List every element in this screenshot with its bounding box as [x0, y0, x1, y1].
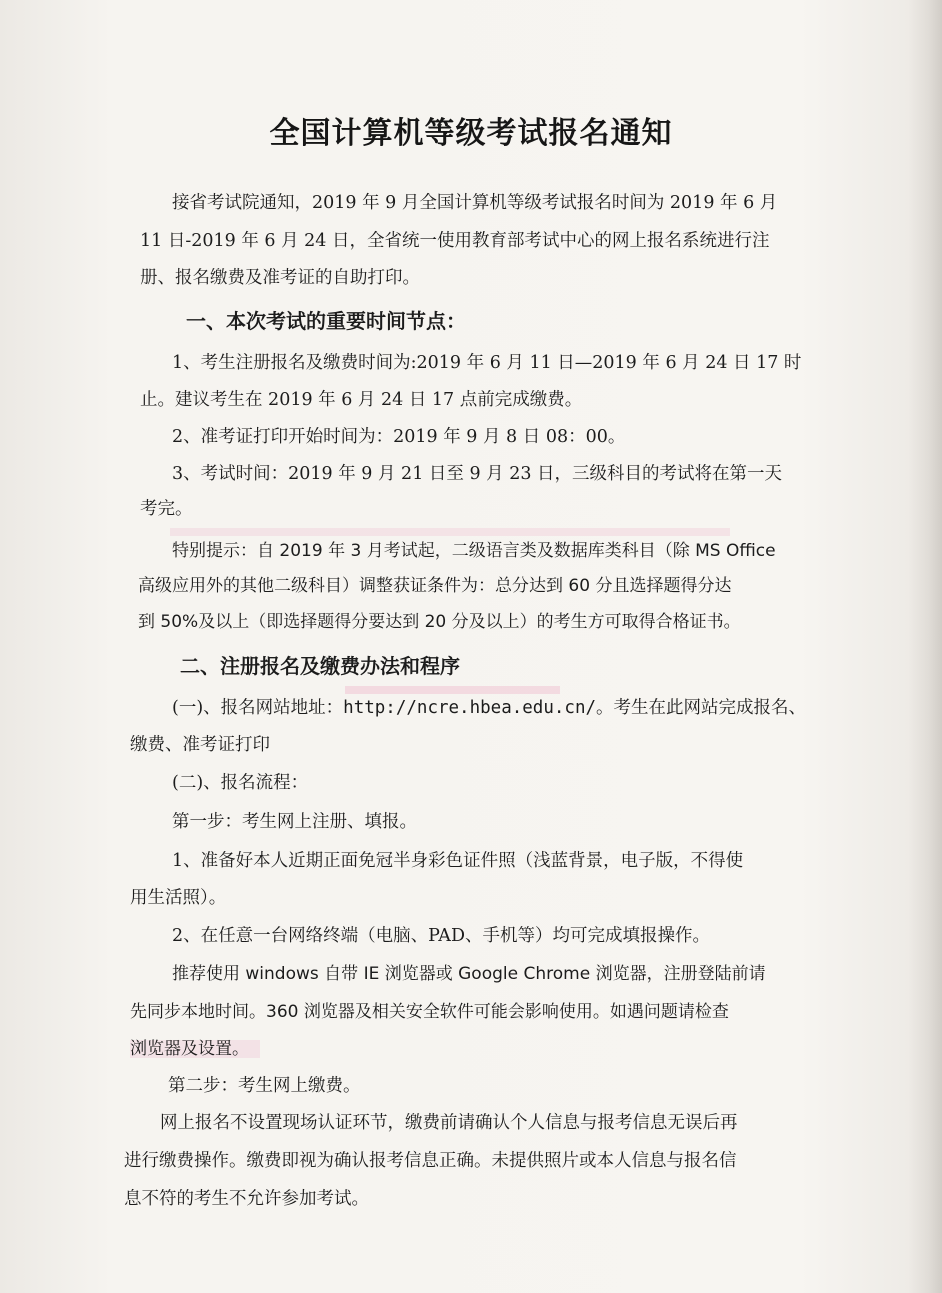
- step2-text-line2: 进行缴费操作。缴费即视为确认报考信息正确。未提供照片或本人信息与报名信: [124, 1151, 737, 1171]
- special-notice-line2: 高级应用外的其他二级科目）调整获证条件为：总分达到 60 分且选择题得分达: [138, 576, 732, 596]
- step1-heading: 第一步：考生网上注册、填报。: [172, 812, 417, 832]
- step2-heading: 第二步：考生网上缴费。: [168, 1076, 361, 1096]
- website-url: http://ncre.hbea.edu.cn/: [343, 698, 597, 718]
- browser-tip-line3: 浏览器及设置。: [130, 1039, 249, 1059]
- website-line-2: 缴费、准考证打印: [130, 735, 270, 755]
- section2-heading: 二、注册报名及缴费办法和程序: [180, 654, 460, 678]
- step1-item1-line1: 1、准备好本人近期正面免冠半身彩色证件照（浅蓝背景，电子版，不得使: [172, 851, 744, 871]
- intro-line-3: 册、报名缴费及准考证的自助打印。: [140, 268, 420, 288]
- special-notice-line1: 特别提示：自 2019 年 3 月考试起，二级语言类及数据库类科目（除 MS Office: [172, 541, 776, 561]
- section1-item1-line2: 止。建议考生在 2019 年 6 月 24 日 17 点前完成缴费。: [140, 390, 583, 410]
- website-line: [172, 695, 806, 721]
- intro-line-2: 11 日-2019 年 6 月 24 日，全省统一使用教育部考试中心的网上报名系统进行注: [140, 231, 770, 251]
- section1-item2: 2、准考证打印开始时间为：2019 年 9 月 8 日 08：00。: [172, 427, 626, 447]
- step2-text-line1: 网上报名不设置现场认证环节，缴费前请确认个人信息与报考信息无误后再: [160, 1113, 738, 1133]
- highlight-mark: [170, 528, 730, 536]
- section1-item1-line1: 1、考生注册报名及缴费时间为:2019 年 6 月 11 日—2019 年 6 月 24 日 17 时: [172, 353, 802, 373]
- website-suffix: 。考生在此网站完成报名、: [596, 698, 807, 718]
- page-title: 全国计算机等级考试报名通知: [269, 116, 673, 151]
- section1-heading: 一、本次考试的重要时间节点：: [186, 309, 466, 333]
- special-notice-line3: 到 50%及以上（即选择题得分要达到 20 分及以上）的考生方可取得合格证书。: [138, 612, 741, 632]
- browser-tip-line2: 先同步本地时间。360 浏览器及相关安全软件可能会影响使用。如遇问题请检查: [130, 1002, 729, 1022]
- process-heading: (二)、报名流程：: [172, 773, 309, 793]
- page-fold-shadow: [908, 0, 942, 1293]
- step1-item2: 2、在任意一台网络终端（电脑、PAD、手机等）均可完成填报操作。: [172, 926, 710, 946]
- intro-line-1: 接省考试院通知，2019 年 9 月全国计算机等级考试报名时间为 2019 年 6 月: [172, 193, 778, 213]
- section1-item3-line1: 3、考试时间：2019 年 9 月 21 日至 9 月 23 日，三级科目的考试将在第一天: [172, 464, 783, 484]
- step2-text-line3: 息不符的考生不允许参加考试。: [124, 1189, 369, 1209]
- section1-item3-line2: 考完。: [140, 499, 193, 519]
- browser-tip-line1: 推荐使用 windows 自带 IE 浏览器或 Google Chrome 浏览器，注册登陆前请: [172, 964, 766, 984]
- highlight-mark: [345, 686, 560, 694]
- step1-item1-line2: 用生活照）。: [130, 888, 227, 908]
- website-label: (一)、报名网站地址：: [172, 698, 344, 718]
